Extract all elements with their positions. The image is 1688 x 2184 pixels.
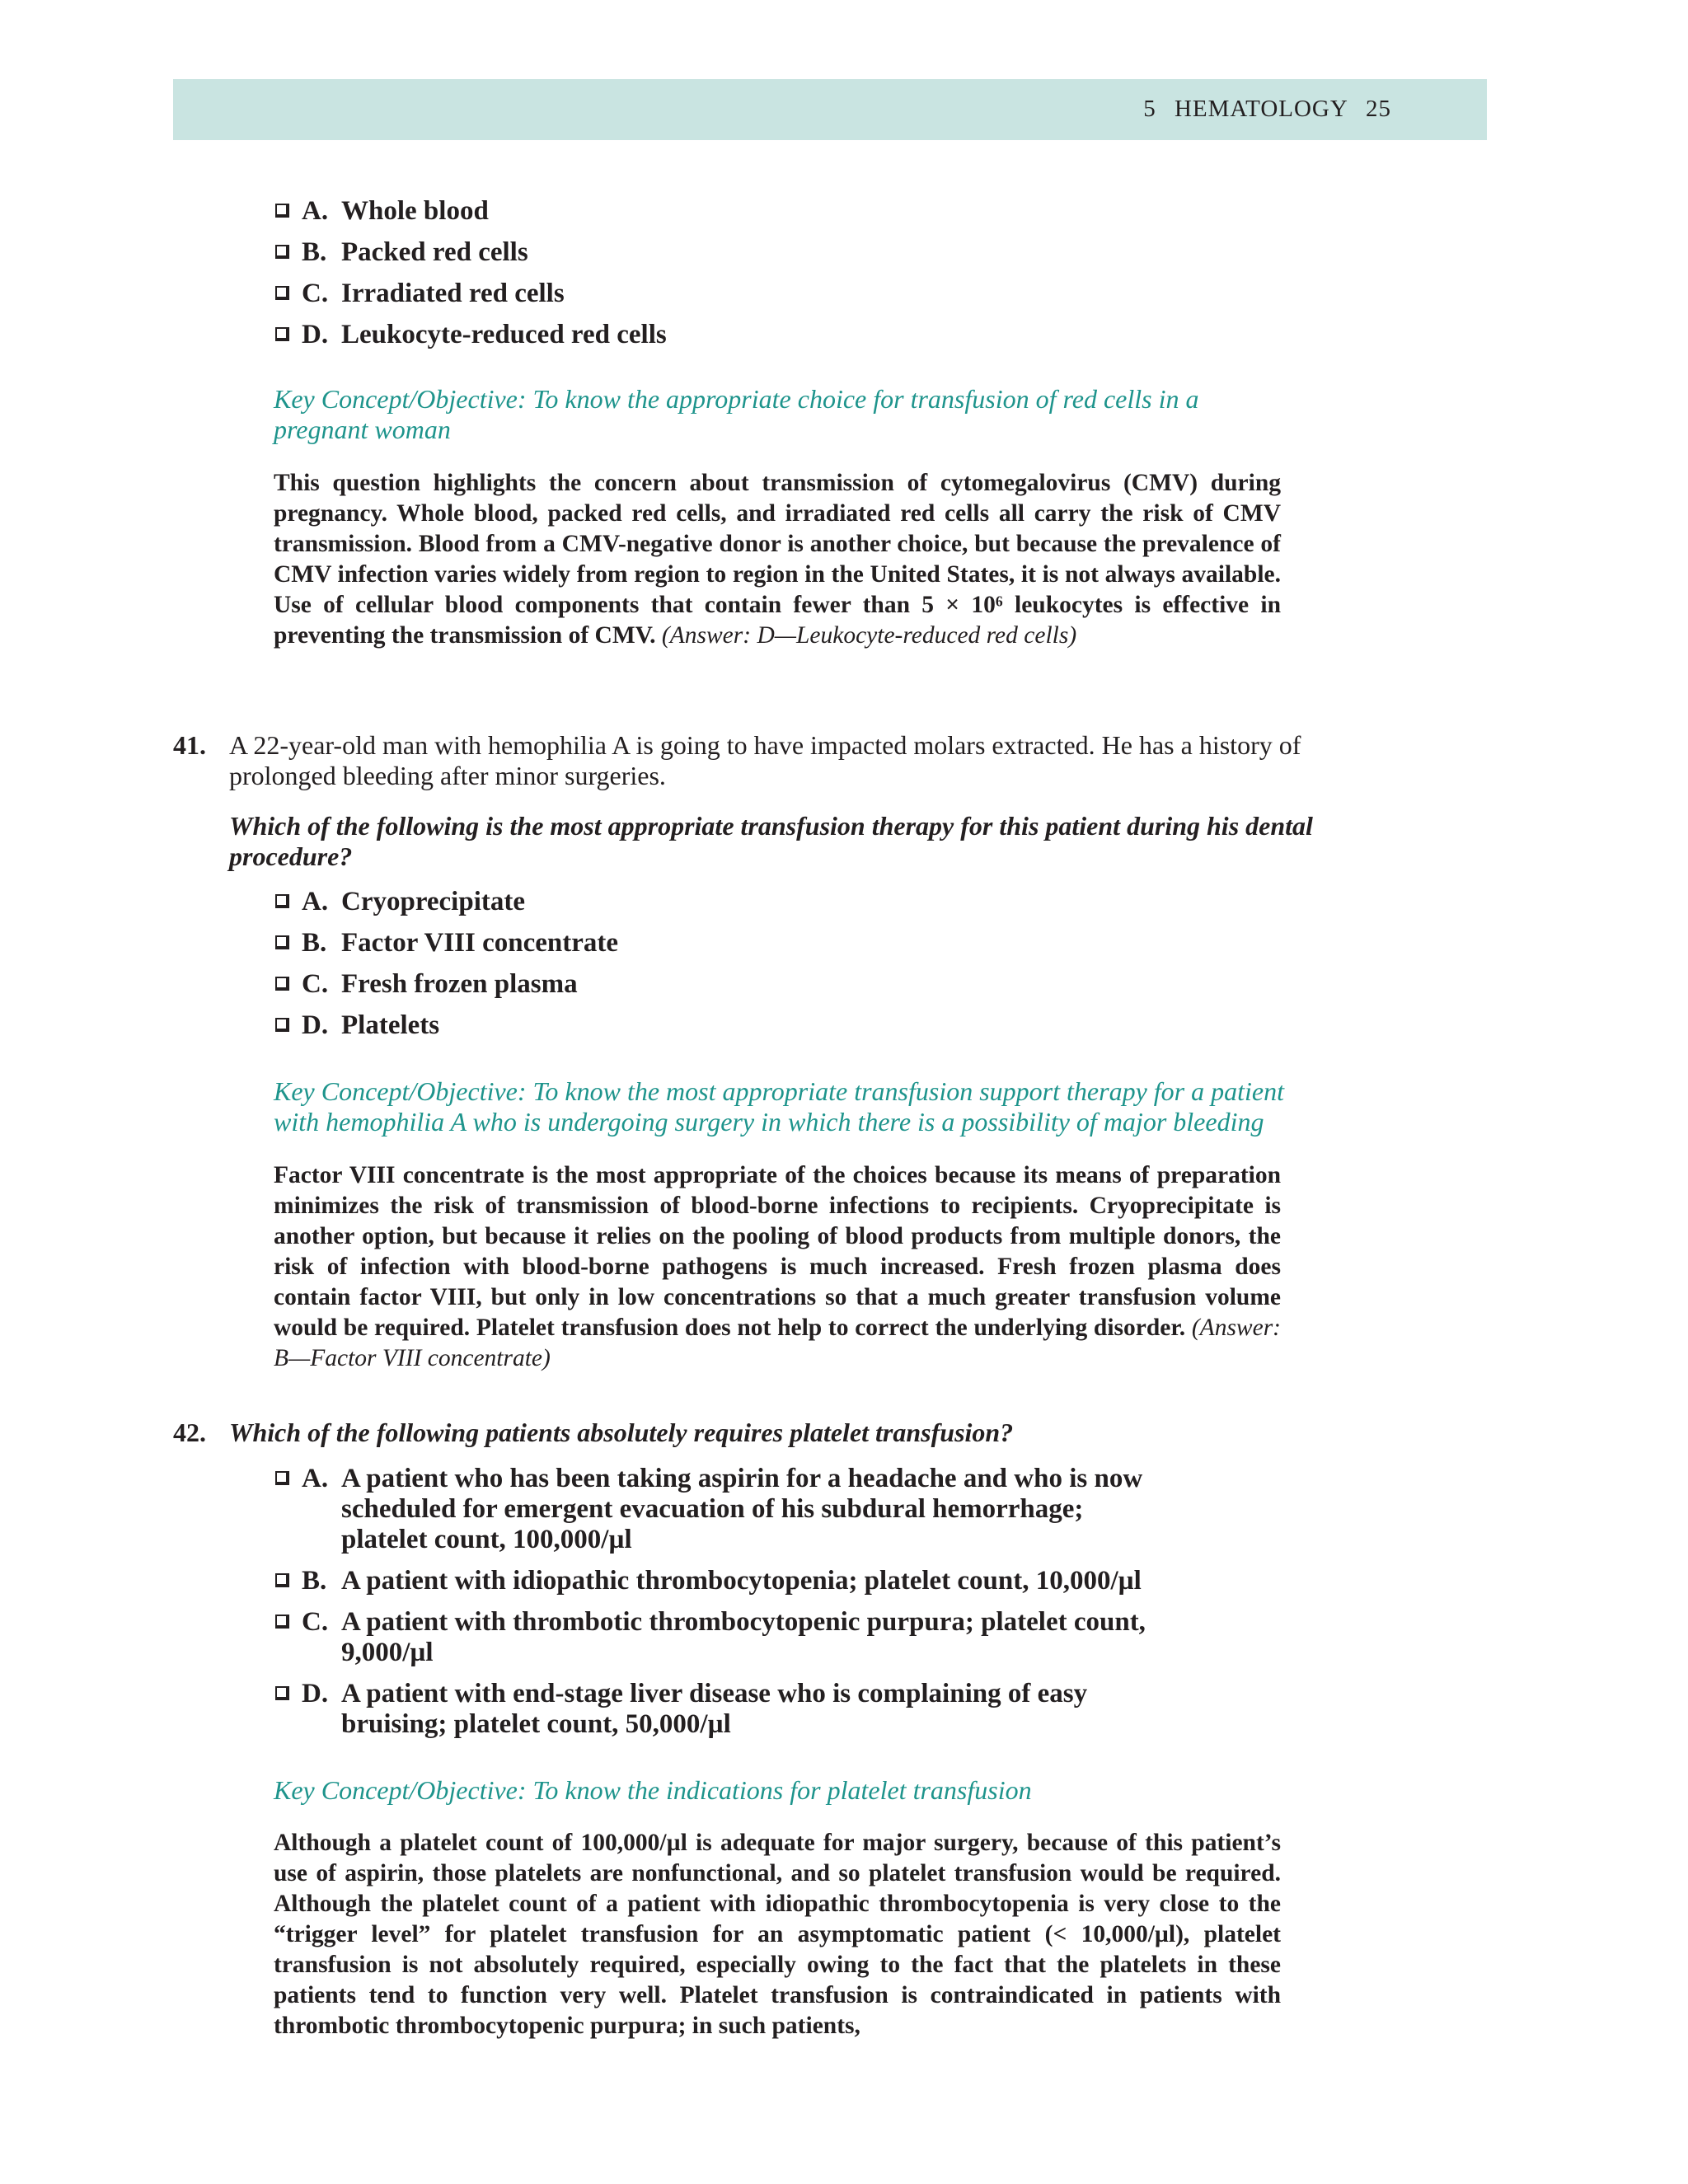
option-text: A patient with end-stage liver disease who is complaining of easy bruising; platelet count, 50,000/µl xyxy=(341,1679,1088,1739)
q42-option-a[interactable] xyxy=(274,1464,1221,1555)
option-letter: B. xyxy=(302,1566,327,1596)
q40-options xyxy=(274,196,667,350)
option-text: A patient with thrombotic thrombocytopenic purpura; platelet count, 9,000/µl xyxy=(341,1607,1146,1667)
q42-key-concept: Key Concept/Objective: To know the indications for platelet transfusion xyxy=(274,1775,1032,1805)
q40-option-b[interactable] xyxy=(274,237,667,268)
q40-explanation xyxy=(274,468,1281,651)
q42-option-c[interactable] xyxy=(274,1607,1221,1668)
option-text: Cryoprecipitate xyxy=(341,887,525,916)
q41-prompt: Which of the following is the most appropriate transfusion therapy for this patient during his dental procedure? xyxy=(229,811,1313,871)
q41-option-b[interactable] xyxy=(274,928,618,958)
running-header xyxy=(173,79,1487,140)
option-text: A patient who has been taking aspirin for a headache and who is now scheduled for emergent evacuation of his subdural hemorrhage; platelet count, 100,000/µl xyxy=(341,1464,1143,1554)
option-text: Leukocyte-reduced red cells xyxy=(341,320,667,349)
checkbox-icon[interactable] xyxy=(275,1018,289,1032)
q40-key-concept: Key Concept/Objective: To know the appropriate choice for transfusion of red cells in a pregnant woman xyxy=(274,384,1199,444)
option-letter: C. xyxy=(302,1607,329,1637)
q41-number: 41. xyxy=(173,730,206,760)
q42-option-d[interactable] xyxy=(274,1679,1221,1740)
q42-number: 42. xyxy=(173,1418,206,1447)
q42-explanation xyxy=(274,1828,1281,2041)
q40-option-c[interactable] xyxy=(274,279,667,309)
checkbox-icon[interactable] xyxy=(275,1686,289,1700)
option-letter: A. xyxy=(302,1464,329,1493)
option-letter: A. xyxy=(302,196,329,226)
option-text: Irradiated red cells xyxy=(341,279,565,308)
q42-prompt: Which of the following patients absolutely requires platelet transfusion? xyxy=(229,1418,1014,1447)
q41-option-d[interactable] xyxy=(274,1010,618,1041)
option-text: Whole blood xyxy=(341,196,489,226)
option-text: Factor VIII concentrate xyxy=(341,928,619,958)
answer-text: (Answer: B—Factor VIII concentrate) xyxy=(274,1315,1282,1371)
q41-stem: A 22-year-old man with hemophilia A is going to have impacted molars extracted. He has a history of prolonged bleeding after minor surgeries. xyxy=(229,730,1301,790)
option-letter: D. xyxy=(302,1679,329,1708)
q41-option-a[interactable] xyxy=(274,887,618,917)
q41-explanation xyxy=(274,1160,1281,1374)
option-letter: C. xyxy=(302,279,329,308)
running-head-text xyxy=(1143,96,1391,123)
checkbox-icon[interactable] xyxy=(275,245,289,259)
option-text: Fresh frozen plasma xyxy=(341,969,578,999)
explanation-text: Although a platelet count of 100,000/µl is adequate for major surgery, because of this patient’s use of aspirin, those platelets are nonfunctional, and so platelet transfusion would be required. Although the platelet count of a patient with idiopathic thrombocytopenia is very close to the “trigger level” for platelet transfusion for an asymptomatic patient (< 10,000/µl), platelet transfusion is not absolutely required, especially owing to the fact that the platelets in these patients tend to function very well. Platelet transfusion is contraindicated in patients with thrombotic thrombocytopenic purpura; in such patients, xyxy=(274,1830,1281,2039)
explanation-text: Factor VIII concentrate is the most appropriate of the choices because its means of preparation minimizes the risk of transmission of blood-borne infections to recipients. Cryoprecipitate is another option, but because it relies on the pooling of blood products from multiple donors, the risk of infection with blood-borne pathogens is much increased. Fresh frozen plasma does contain factor VIII, but only in low concentrations so that a much greater transfusion volume would be required. Platelet transfusion does not help to correct the underlying disorder. xyxy=(274,1162,1281,1341)
option-letter: C. xyxy=(302,969,329,999)
option-letter: B. xyxy=(302,928,327,958)
checkbox-icon[interactable] xyxy=(275,1615,289,1629)
answer-text: (Answer: D—Leukocyte-reduced red cells) xyxy=(661,622,1077,649)
checkbox-icon[interactable] xyxy=(275,204,289,218)
q41-options xyxy=(274,887,618,1041)
q40-option-d[interactable] xyxy=(274,320,667,350)
option-letter: B. xyxy=(302,237,327,267)
option-letter: D. xyxy=(302,1010,329,1040)
section-title: HEMATOLOGY xyxy=(1174,96,1348,122)
page-number: 25 xyxy=(1366,96,1391,122)
q42-options xyxy=(274,1464,1246,1740)
q41-option-c[interactable] xyxy=(274,969,618,1000)
section-number: 5 xyxy=(1143,96,1156,122)
option-letter: D. xyxy=(302,320,329,349)
option-text: Packed red cells xyxy=(341,237,528,267)
option-text: A patient with idiopathic thrombocytopenia; platelet count, 10,000/µl xyxy=(341,1566,1142,1596)
q41-key-concept: Key Concept/Objective: To know the most appropriate transfusion support therapy for a patient with hemophilia A who is undergoing surgery in which there is a possibility of major bleeding xyxy=(274,1076,1284,1137)
checkbox-icon[interactable] xyxy=(275,977,289,991)
checkbox-icon[interactable] xyxy=(275,1573,289,1587)
explanation-text: This question highlights the concern about transmission of cytomegalovirus (CMV) during pregnancy. Whole blood, packed red cells, and irradiated red cells all carry the risk of CMV transmission. Blood from a CMV-negative donor is another choice, but because the prevalence of CMV infection varies widely from region to region in the United States, it is not always available. Use of cellular blood components that contain fewer than 5 × 10⁶ leukocytes is effective in preventing the transmission of CMV. xyxy=(274,470,1281,649)
option-text: Platelets xyxy=(341,1010,440,1040)
checkbox-icon[interactable] xyxy=(275,894,289,908)
checkbox-icon[interactable] xyxy=(275,327,289,341)
checkbox-icon[interactable] xyxy=(275,286,289,300)
option-letter: A. xyxy=(302,887,329,916)
checkbox-icon[interactable] xyxy=(275,1471,289,1485)
q40-option-a[interactable] xyxy=(274,196,667,227)
q42-option-b[interactable] xyxy=(274,1566,1221,1596)
checkbox-icon[interactable] xyxy=(275,935,289,949)
